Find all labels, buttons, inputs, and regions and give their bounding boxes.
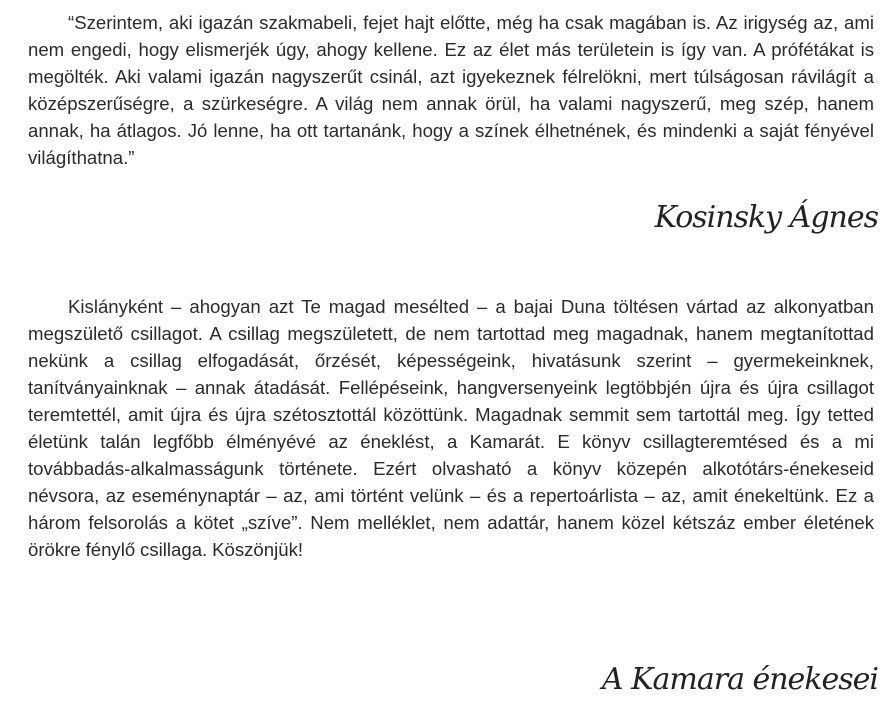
quote-signature: Kosinsky Ágnes <box>654 200 878 235</box>
quote-paragraph: “Szerintem, aki igazán szakmabeli, fejet hajt előtte, még ha csak magában is. Az irigység az, ami nem engedi, hogy elismerjék úgy, ahogy kellene. Ez az élet más területein is így van. A prófétákat is megölték. Aki valami igazán nagyszerűt csinál, azt igyekeznek félrelökni, mert túlságosan rávilágít a középszerűségre, a szürkeségre. A világ nem annak örül, ha valami nagyszerű, meg szép, hanem annak, ha átlagos. Jó lenne, ha ott tartanánk, hogy a színek élhetnének, és mindenki a saját fényével világíthatna.” <box>28 12 874 168</box>
dedication-signature: A Kamara énekesei <box>601 662 878 697</box>
dedication-paragraph: Kislányként – ahogyan azt Te magad mesélted – a bajai Duna töltésen vártad az alkonyatban megszülető csillagot. A csillag megszületett, de nem tartottad meg magadnak, hanem megtanítottad nekünk a csillag elfogadását, őrzését, képességeink, hivatásunk szerint – gyermekeinknek, tanítványainknak – annak átadását. Fellépéseink, hangversenyeink legtöbbjén újra és újra csillagot teremtettél, amit újra és újra szétosztottál közöttünk. Magadnak semmit sem tartottál meg. Így tetted életünk talán legfőbb élményévé az éneklést, a Kamarát. E könyv csillagteremtésed és a mi továbbadás-alkalmasságunk története. Ezért olvasható a könyv közepén alkotótárs-énekeseid névsora, az eseménynaptár – az, ami történt velünk – és a repertoárlista – az, amit énekeltünk. Ez a három felsorolás a kötet „szíve”. Nem melléklet, nem adattár, hanem közel kétszáz ember életének örökre fénylő csillaga. Köszönjük! <box>28 296 874 560</box>
